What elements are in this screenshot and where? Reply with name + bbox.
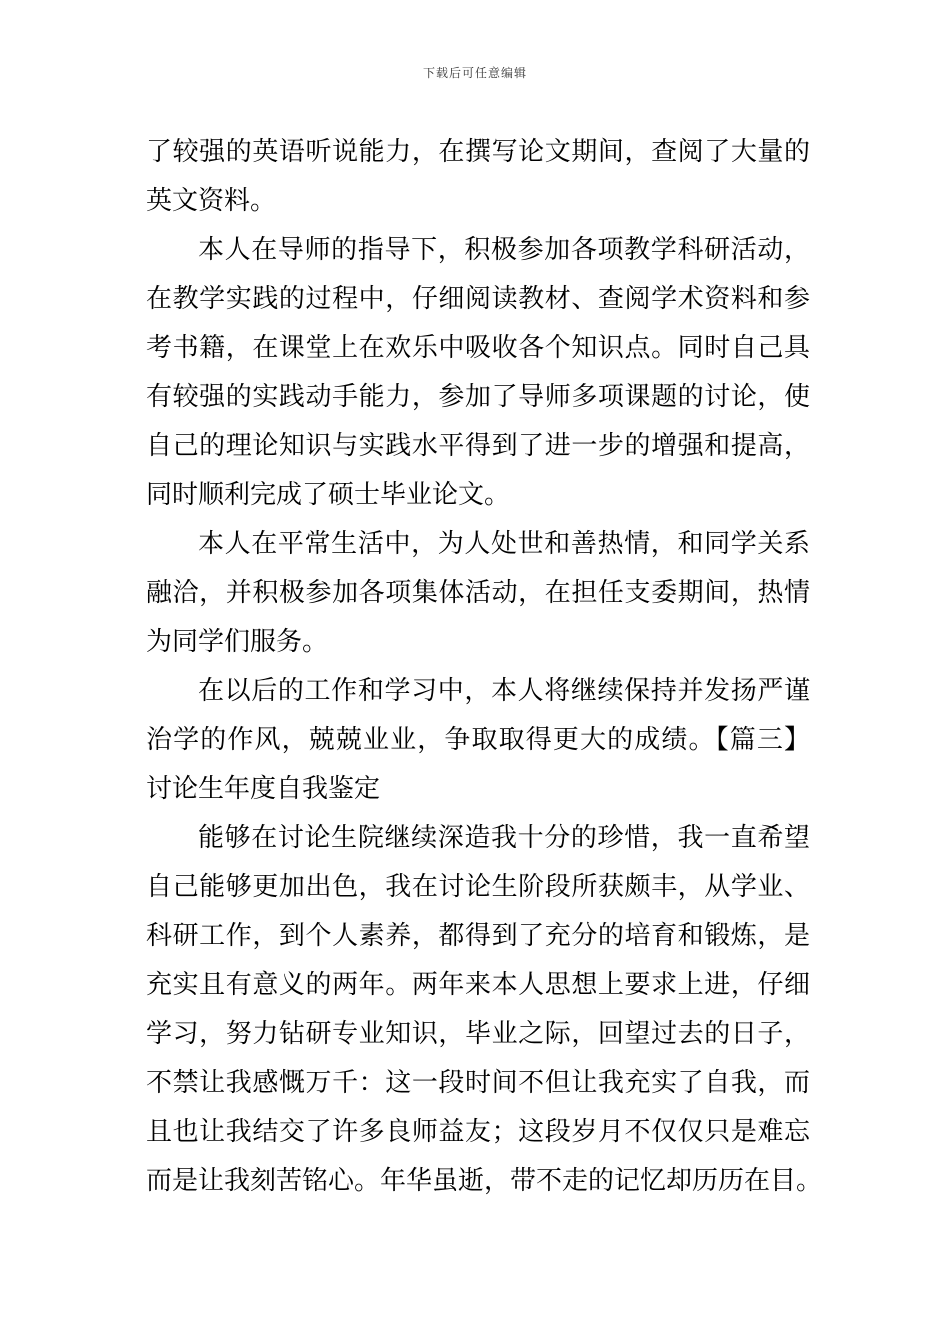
text-line: 讨论生年度自我鉴定 — [146, 774, 381, 804]
text-line: 能够在讨论生院继续深造我十分的珍惜，我一直希望 — [198, 823, 810, 853]
text-line: 自己能够更加出色，我在讨论生阶段所获颇丰，从学业、 — [146, 872, 810, 902]
text-line: 同时顺利完成了硕士毕业论文。 — [146, 480, 511, 510]
text-line: 有较强的实践动手能力，参加了导师多项课题的讨论，使 — [146, 382, 810, 412]
text-line: 本人在平常生活中，为人处世和善热情，和同学关系 — [198, 529, 810, 559]
text-line: 在教学实践的过程中，仔细阅读教材、查阅学术资料和参 — [146, 284, 810, 314]
text-line: 科研工作，到个人素养，都得到了充分的培育和锻炼，是 — [146, 921, 810, 951]
text-line: 而是让我刻苦铭心。年华虽逝，带不走的记忆却历历在目。 — [146, 1166, 823, 1196]
text-line: 治学的作风，兢兢业业，争取取得更大的成绩。【篇三】 — [146, 725, 810, 755]
text-line: 且也让我结交了许多良师益友；这段岁月不仅仅只是难忘 — [146, 1117, 810, 1147]
text-line: 考书籍，在课堂上在欢乐中吸收各个知识点。同时自己具 — [146, 333, 810, 363]
text-line: 自己的理论知识与实践水平得到了进一步的增强和提高， — [146, 431, 810, 461]
text-line: 本人在导师的指导下，积极参加各项教学科研活动， — [198, 235, 810, 265]
text-line: 充实且有意义的两年。两年来本人思想上要求上进，仔细 — [146, 970, 810, 1000]
text-line: 英文资料。 — [146, 186, 277, 216]
text-line: 在以后的工作和学习中，本人将继续保持并发扬严谨 — [198, 676, 810, 706]
document-body — [146, 128, 823, 1206]
text-line: 融洽，并积极参加各项集体活动，在担任支委期间，热情 — [146, 578, 810, 608]
page-header: 下载后可任意编辑 — [422, 66, 527, 80]
text-line: 为同学们服务。 — [146, 627, 329, 657]
text-line: 学习，努力钻研专业知识，毕业之际，回望过去的日子， — [146, 1019, 810, 1049]
text-line: 不禁让我感慨万千：这一段时间不但让我充实了自我，而 — [146, 1068, 810, 1098]
text-line: 了较强的英语听说能力，在撰写论文期间，查阅了大量的 — [146, 137, 810, 167]
